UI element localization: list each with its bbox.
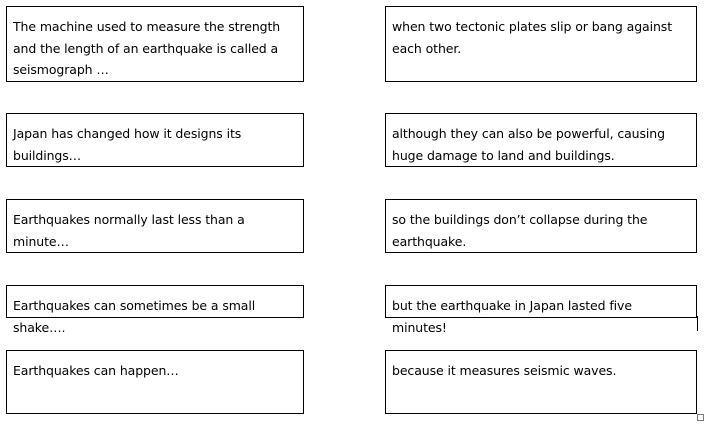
resize-handle[interactable] xyxy=(697,414,704,421)
sentence-end-card[interactable] xyxy=(385,350,697,414)
sentence-start-text: Earthquakes can sometimes be a small shake…. xyxy=(13,298,256,335)
sentence-end-text: although they can also be powerful, causing huge damage to land and buildings. xyxy=(392,126,665,163)
sentence-start-text: The machine used to measure the strength and the length of an earthquake is called a seismograph … xyxy=(13,19,281,77)
sentence-start-card[interactable] xyxy=(6,6,304,82)
sentence-end-text: because it measures seismic waves. xyxy=(392,363,617,378)
sentence-end-text: but the earthquake in Japan lasted five minutes! xyxy=(392,298,632,335)
sentence-end-text: when two tectonic plates slip or bang against each other. xyxy=(392,19,672,56)
sentence-end-text: so the buildings don’t collapse during the earthquake. xyxy=(392,212,648,249)
sentence-end-card[interactable] xyxy=(385,6,697,82)
sentence-start-text: Japan has changed how it designs its buildings… xyxy=(13,126,242,163)
sentence-start-card[interactable] xyxy=(6,350,304,414)
sentence-start-card[interactable] xyxy=(6,199,304,253)
sentence-start-text: Earthquakes normally last less than a minute… xyxy=(13,212,245,249)
sentence-start-card[interactable] xyxy=(6,285,304,335)
text-cursor xyxy=(697,316,698,331)
sentence-start-card[interactable] xyxy=(6,113,304,167)
sentence-end-card[interactable] xyxy=(385,113,697,167)
sentence-start-text: Earthquakes can happen… xyxy=(13,363,179,378)
sentence-end-card[interactable] xyxy=(385,199,697,253)
sentence-end-card[interactable] xyxy=(385,285,697,335)
